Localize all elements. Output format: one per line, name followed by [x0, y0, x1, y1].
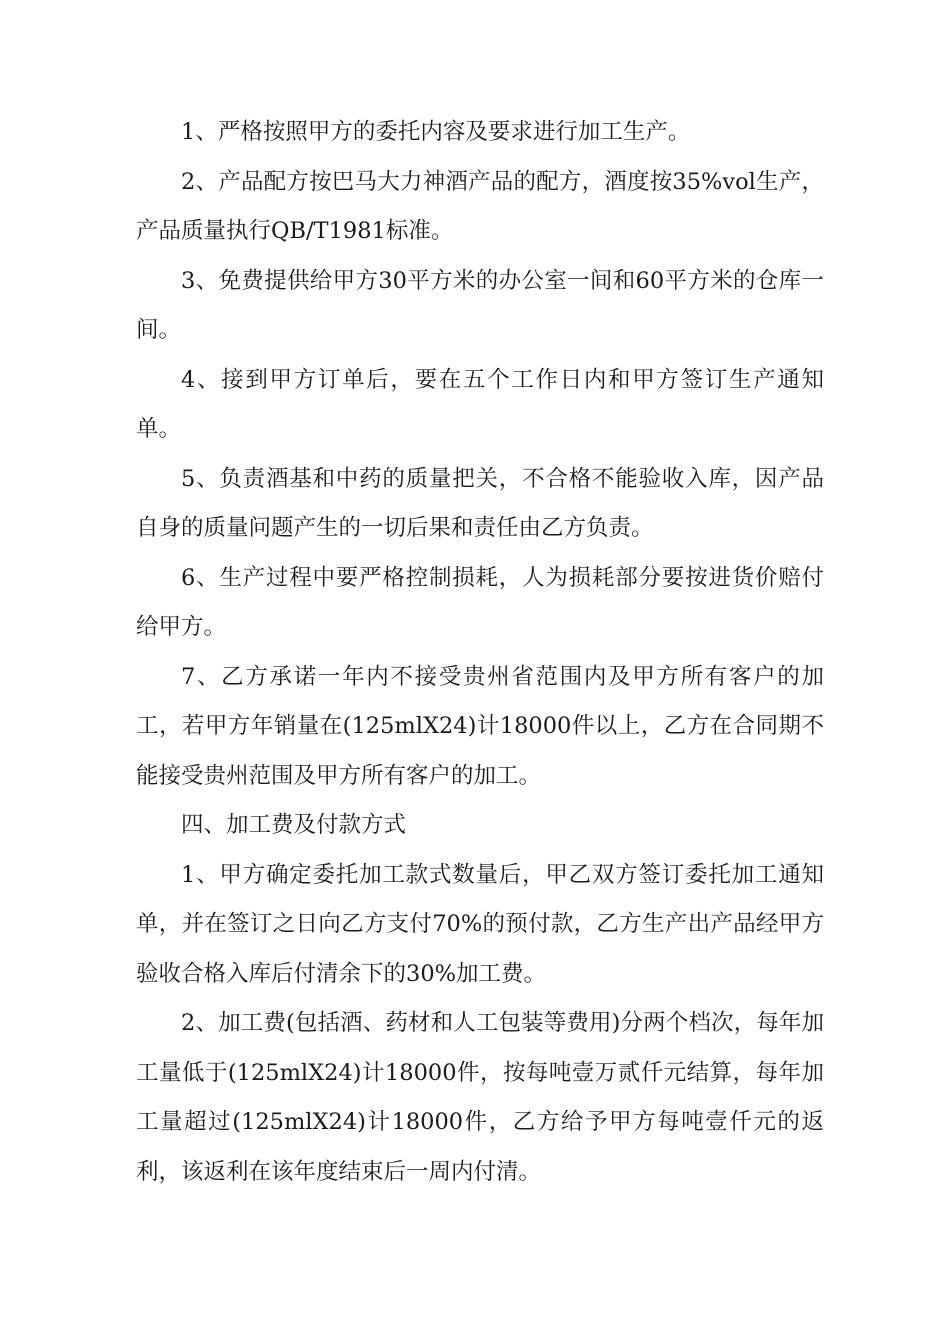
- paragraph-2: 2、产品配方按巴马大力神酒产品的配方，酒度按35%vol生产，产品质量执行QB/T1981标准。: [136, 168, 824, 244]
- paragraph-1: 1、严格按照甲方的委托内容及要求进行加工生产。: [181, 119, 691, 145]
- paragraph-6: 6、生产过程中要严格控制损耗，人为损耗部分要按进货价赔付给甲方。: [136, 564, 824, 640]
- document-body: [136, 108, 824, 1197]
- paragraph-4: 4、接到甲方订单后，要在五个工作日内和甲方签订生产通知单。: [136, 366, 824, 442]
- paragraph-10: 2、加工费(包括酒、药材和人工包装等费用)分两个档次，每年加工量低于(125mlX24)计18000件，按每吨壹万贰仟元结算，每年加工量超过(125mlX24)计18000件，乙方给予甲方每吨壹仟元的返利，该返利在该年度结束后一周内付清。: [136, 1010, 824, 1185]
- paragraph-9: 1、甲方确定委托加工款式数量后，甲乙双方签订委托加工通知单，并在签订之日向乙方支付70%的预付款，乙方生产出产品经甲方验收合格入库后付清余下的30%加工费。: [136, 861, 824, 987]
- paragraph-7: 7、乙方承诺一年内不接受贵州省范围内及甲方所有客户的加工，若甲方年销量在(125mlX24)计18000件以上，乙方在合同期不能接受贵州范围及甲方所有客户的加工。: [136, 663, 824, 789]
- section-heading: 四、加工费及付款方式: [181, 812, 407, 838]
- paragraph-3: 3、免费提供给甲方30平方米的办公室一间和60平方米的仓库一间。: [136, 267, 824, 343]
- paragraph-5: 5、负责酒基和中药的质量把关，不合格不能验收入库，因产品自身的质量问题产生的一切后果和责任由乙方负责。: [136, 465, 824, 541]
